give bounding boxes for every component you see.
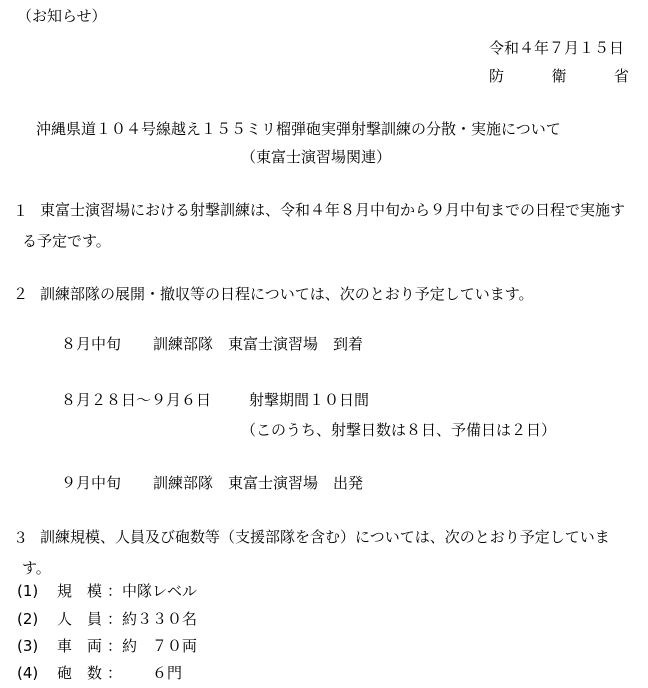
notice-label: （お知らせ） <box>17 7 107 25</box>
item-colon: ： <box>107 582 123 600</box>
document-title: 沖縄県道１０４号線越え１５５ミリ榴弾砲実弾射撃訓練の分散・実施について <box>36 120 561 138</box>
item-number: (4) <box>17 664 39 682</box>
item-label: 砲 数 <box>57 664 103 682</box>
section-1-number: １ <box>13 202 29 220</box>
section-2-number: ２ <box>13 285 29 303</box>
schedule-detail: 訓練部隊 東富士演習場 出発 <box>153 474 364 492</box>
issuer: 防 衛 省 <box>489 67 629 85</box>
schedule-note: （このうち、射撃日数は８日、予備日は２日） <box>241 421 557 439</box>
schedule-detail: 訓練部隊 東富士演習場 到着 <box>153 335 364 353</box>
section-3-number: ３ <box>13 529 29 547</box>
item-label: 車 両 <box>57 637 103 655</box>
item-label: 規 模 <box>57 582 103 600</box>
item-number: (1) <box>17 582 39 600</box>
item-colon: ： <box>107 664 123 682</box>
document-subtitle: （東富士演習場関連） <box>241 148 392 166</box>
issue-date: 令和４年７月１５日 <box>489 39 625 57</box>
item-number: (2) <box>17 610 39 628</box>
item-colon: ： <box>107 637 123 655</box>
item-label: 人 員 <box>57 610 103 628</box>
section-2-text: 訓練部隊の展開・撤収等の日程については、次のとおり予定しています。 <box>40 285 534 303</box>
item-value: 約３３０名 <box>122 610 198 628</box>
section-1-text: 東富士演習場における射撃訓練は、令和４年８月中旬から９月中旬までの日程で実施する予定です。 <box>22 201 626 250</box>
schedule-period: ９月中旬 <box>61 474 122 492</box>
item-colon: ： <box>107 610 123 628</box>
item-value: 約 ７０両 <box>122 637 198 655</box>
schedule-detail: 射撃期間１０日間 <box>249 391 370 409</box>
item-number: (3) <box>17 637 39 655</box>
item-value: 中隊レベル <box>122 582 198 600</box>
schedule-period: ８月中旬 <box>61 335 122 353</box>
schedule-period: ８月２８日～９月６日 <box>61 391 212 409</box>
item-value: ６門 <box>122 664 183 682</box>
section-3-text: 訓練規模、人員及び砲数等（支援部隊を含む）については、次のとおり予定しています。 <box>22 528 610 577</box>
